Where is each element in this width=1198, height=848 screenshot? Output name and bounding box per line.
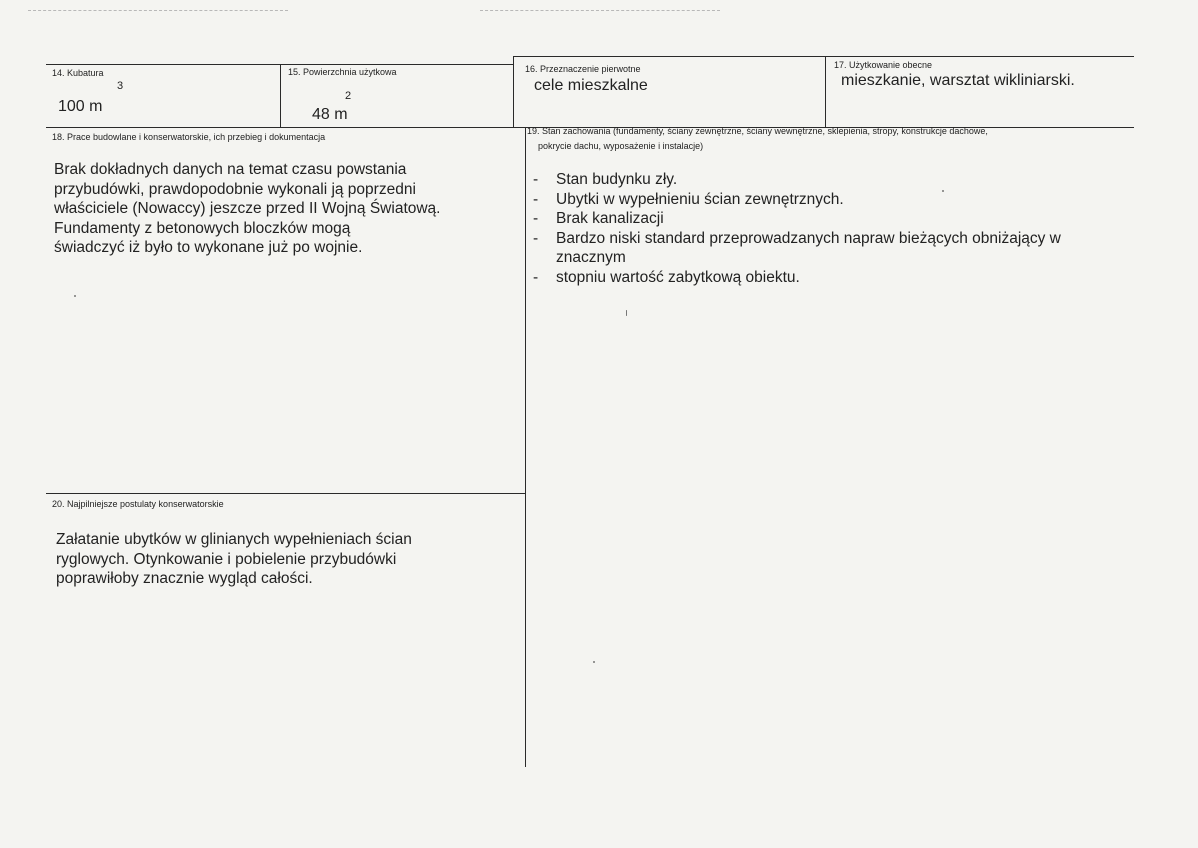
prace-line: przybudówki, prawdopodobnie wykonali ją poprzedni (54, 180, 416, 198)
scan-speck (626, 310, 627, 316)
prace-label: 18. Prace budowlane i konserwatorskie, ich przebieg i dokumentacja (52, 132, 326, 142)
scan-speck (74, 295, 76, 297)
stan-label-line1: 19. Stan zachowania (fundamenty, ściany zewnętrzne, ściany wewnętrzne, sklepienia, stropy, konstrukcje dachowe, (527, 126, 988, 136)
stan-item: - Stan budynku zły. (528, 170, 1128, 190)
stan-item-continuation: znacznym (556, 249, 626, 266)
kubatura-value: 100 m (58, 98, 103, 115)
powierzchnia-exponent: 2 (345, 90, 352, 102)
stan-item: - Ubytki w wypełnieniu ścian zewnętrznych. (528, 190, 1128, 210)
col-divider-14-15 (280, 64, 281, 127)
postulaty-label: 20. Najpilniejsze postulaty konserwatorskie (52, 499, 224, 509)
prace-line: świadczyć iż było to wykonane już po wojnie. (54, 239, 363, 256)
uzytkowanie-value: mieszkanie, warsztat wikliniarski. (841, 72, 1075, 89)
top-border-right (513, 56, 1134, 57)
row-divider-2 (46, 493, 525, 494)
stan-list (528, 170, 1128, 287)
stan-item: - Bardzo niski standard przeprowadzanych napraw bieżących obniżający w (528, 229, 1128, 249)
postulaty-line: ryglowych. Otynkowanie i pobielenie przybudówki (56, 550, 397, 568)
prace-line: Fundamenty z betonowych bloczków mogą (54, 219, 351, 237)
scan-speck (942, 190, 944, 192)
stan-item: - Brak kanalizacji (528, 209, 1128, 229)
postulaty-text (56, 530, 516, 589)
prace-line: Brak dokładnych danych na temat czasu powstania (54, 161, 407, 178)
prace-text (54, 160, 514, 258)
powierzchnia-value: 48 m (312, 106, 348, 123)
postulaty-line: poprawiłoby znacznie wygląd całości. (56, 570, 313, 587)
postulaty-line: Załatanie ubytków w glinianych wypełnieniach ścian (56, 531, 412, 548)
przeznaczenie-value: cele mieszkalne (534, 77, 648, 94)
stan-item: - stopniu wartość zabytkową obiektu. (528, 268, 1128, 288)
col-divider-16-17 (825, 56, 826, 127)
prace-line: właściciele (Nowaccy) jeszcze przed II Wojną Światową. (54, 200, 441, 217)
top-dashed-mark (480, 10, 720, 11)
col-divider-main (525, 127, 526, 767)
top-dashed-mark (28, 10, 288, 11)
kubatura-exponent: 3 (117, 80, 124, 92)
powierzchnia-label: 15. Powierzchnia użytkowa (288, 67, 397, 77)
przeznaczenie-label: 16. Przeznaczenie pierwotne (525, 64, 641, 74)
uzytkowanie-label: 17. Użytkowanie obecne (834, 60, 933, 70)
col-divider-15-16 (513, 56, 514, 127)
kubatura-label: 14. Kubatura (52, 68, 104, 78)
stan-label-line2: pokrycie dachu, wyposażenie i instalacje) (538, 141, 704, 151)
scan-speck (593, 661, 595, 663)
